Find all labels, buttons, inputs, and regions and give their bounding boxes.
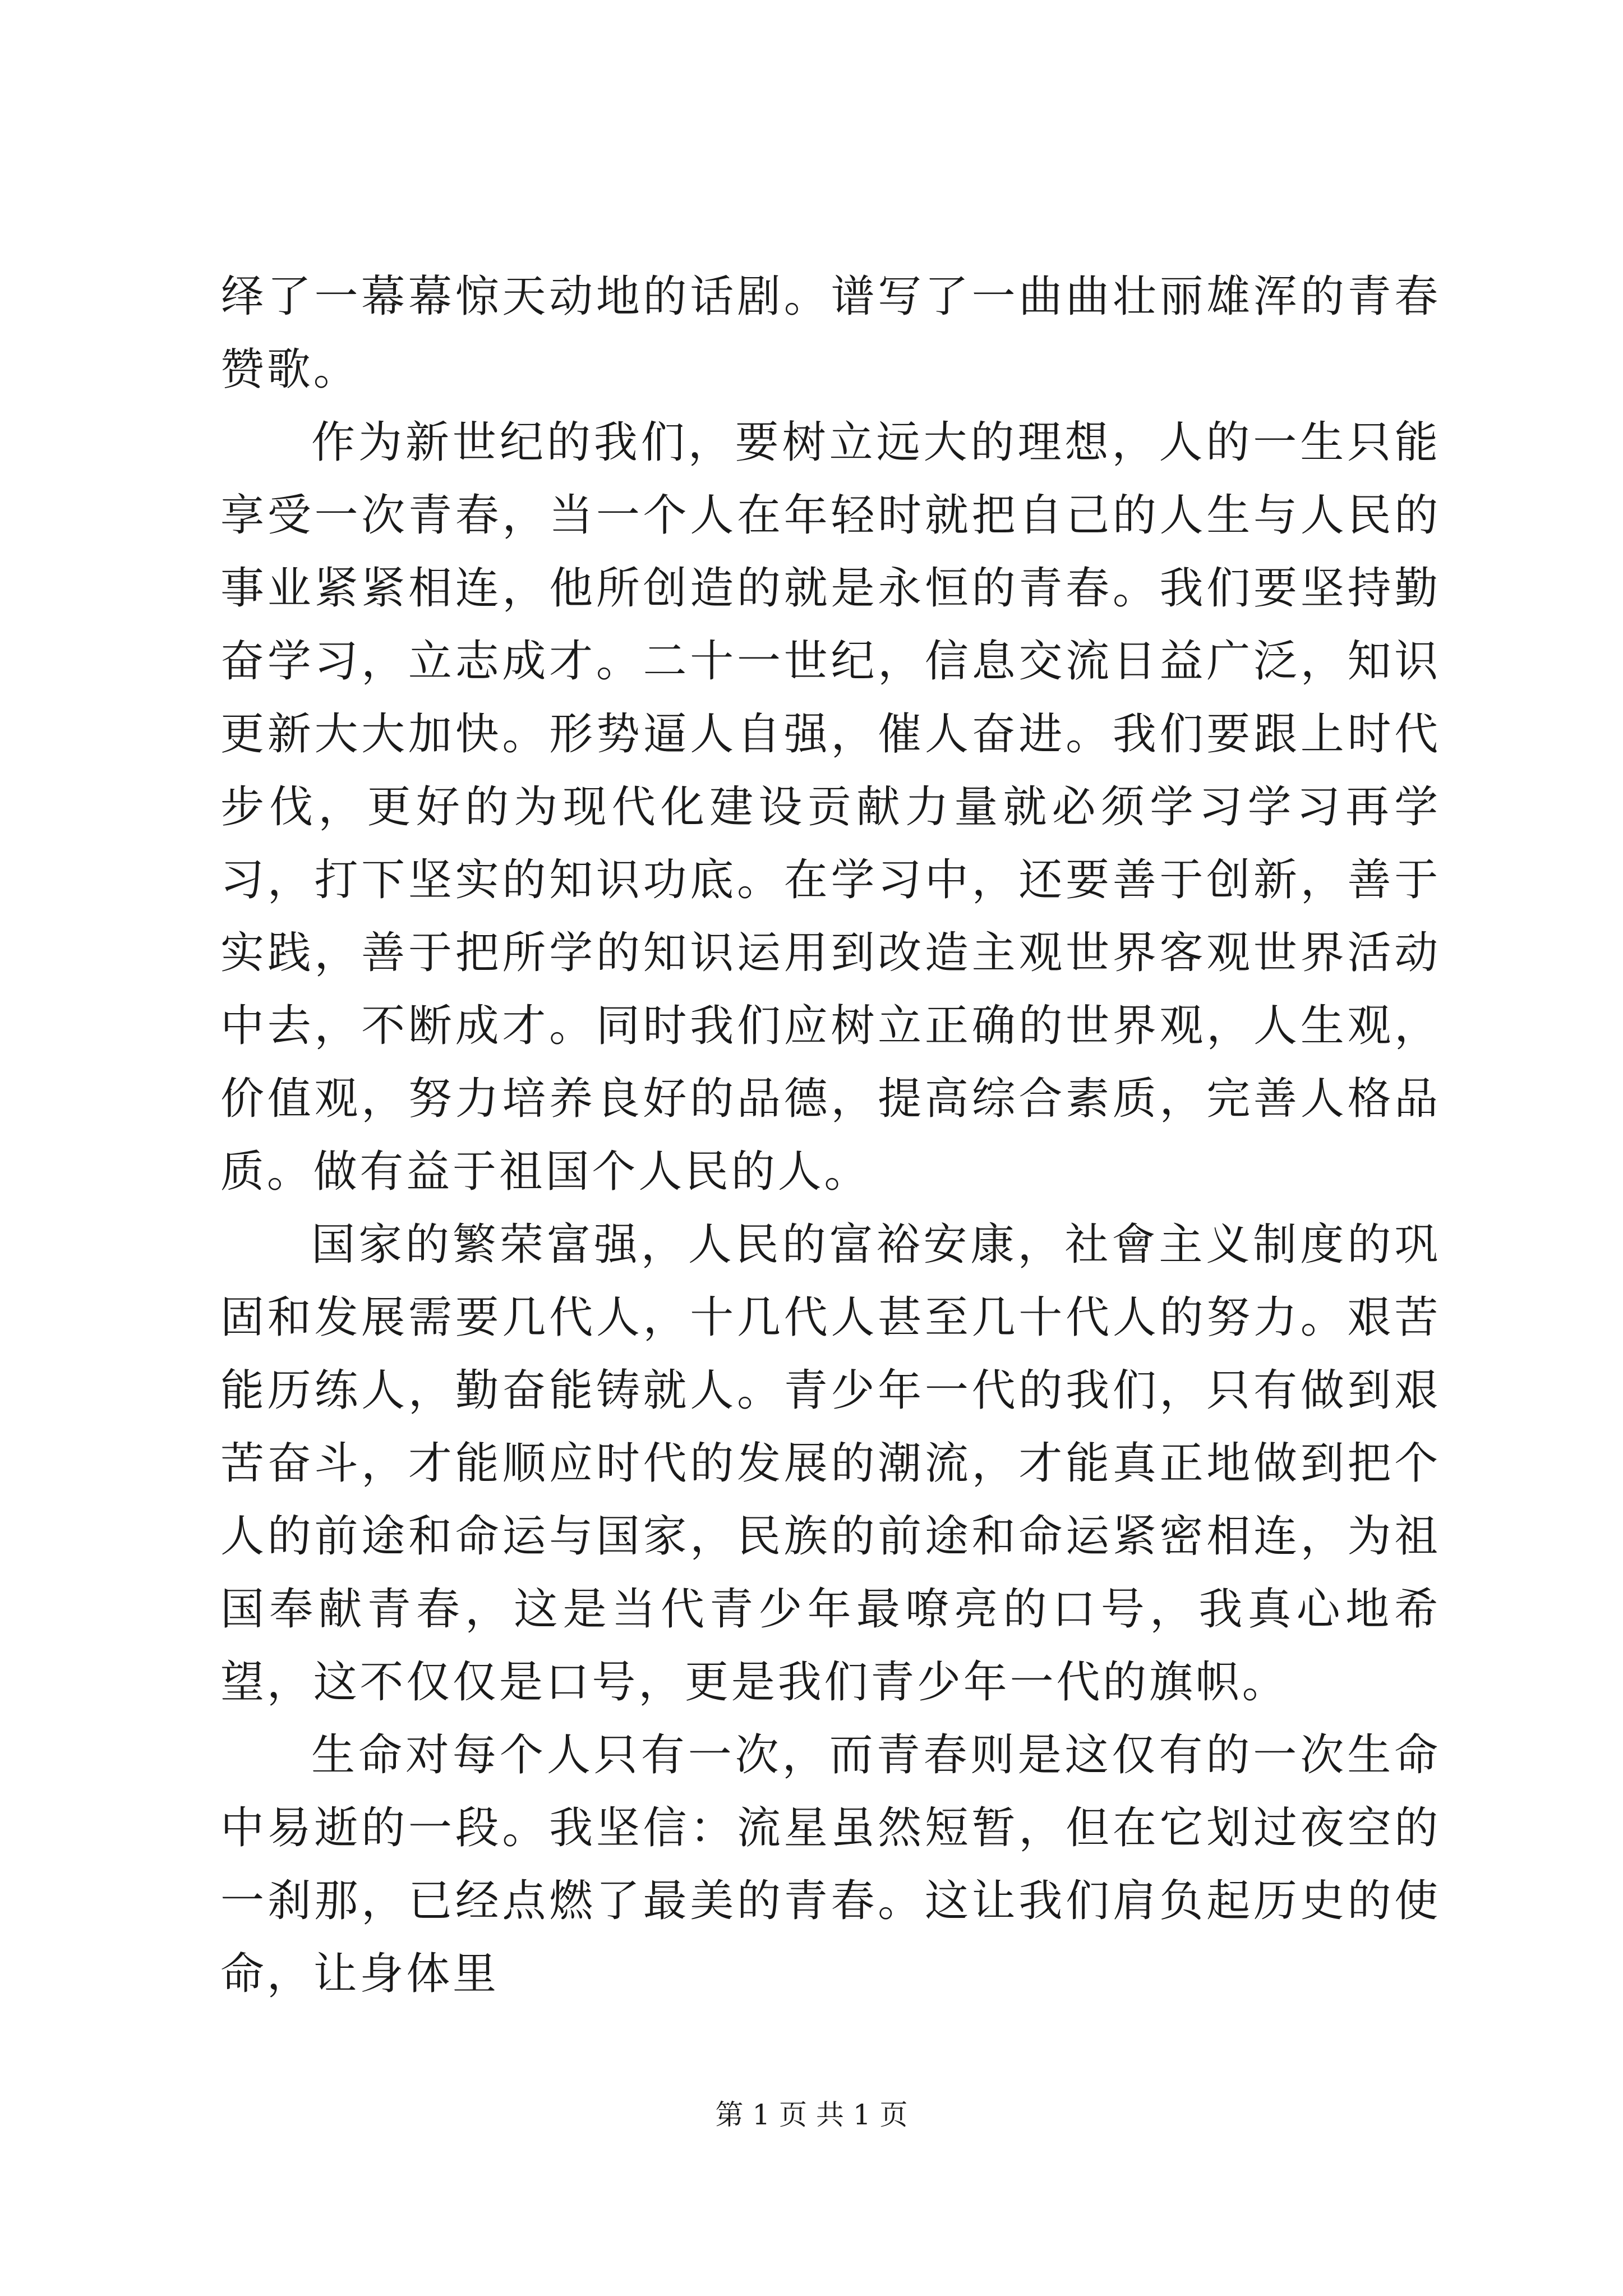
page-number-label: 第 1 页 共 1 页 xyxy=(715,2099,908,2131)
paragraph-nation: 国家的繁荣富强，人民的富裕安康，社會主义制度的巩固和发展需要几代人，十几代人甚至几十代人的努力。艰苦能历练人，勤奋能铸就人。青少年一代的我们，只有做到艰苦奋斗，才能顺应时代的发展的潮流，才能真正地做到把个人的前途和命运与国家，民族的前途和命运紧密相连，为祖国奉献青春，这是当代青少年最嘹亮的口号，我真心地希望，这不仅仅是口号，更是我们青少年一代的旗帜。 xyxy=(220,1220,1441,1708)
paragraph-continued: 绎了一幕幕惊天动地的话剧。谱写了一曲曲壮丽雄浑的青春赞歌。 xyxy=(220,272,1441,395)
document-body xyxy=(220,260,1441,2010)
page-footer xyxy=(0,2098,1623,2132)
paragraph-ideals: 作为新世纪的我们，要树立远大的理想，人的一生只能享受一次青春，当一个人在年轻时就把自己的人生与人民的事业紧紧相连，他所创造的就是永恒的青春。我们要坚持勤奋学习，立志成才。二十一世纪，信息交流日益广泛，知识更新大大加快。形势逼人自强，催人奋进。我们要跟上时代步伐，更好的为现代化建设贡献力量就必须学习学习再学习，打下坚实的知识功底。在学习中，还要善于创新，善于实践，善于把所学的知识运用到改造主观世界客观世界活动中去，不断成才。同时我们应树立正确的世界观，人生观，价值观，努力培养良好的品德，提高综合素质，完善人格品质。做有益于祖国个人民的人。 xyxy=(220,417,1441,1197)
paragraph-life: 生命对每个人只有一次，而青春则是这仅有的一次生命中易逝的一段。我坚信：流星虽然短暂，但在它划过夜空的一刹那，已经点燃了最美的青春。这让我们肩负起历史的使命，让身体里 xyxy=(220,1730,1441,1999)
